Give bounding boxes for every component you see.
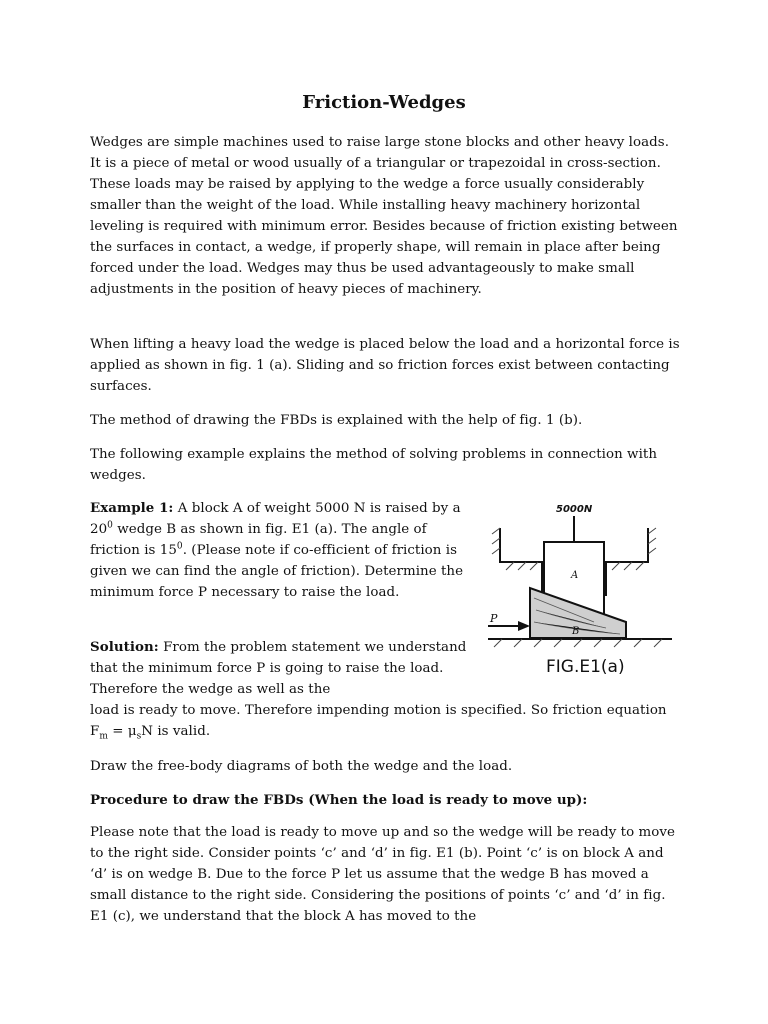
left-guide-wall [500,528,542,596]
friction-subscript-s: s [136,731,142,742]
figure-caption: FIG.E1(a) [546,657,625,677]
example-text-2: wedge B as shown in fig. E1 (a). The angle of friction is 15 [90,522,427,558]
degree-sup-1: 0 [107,520,113,531]
page-title: Friction-Wedges [302,92,466,113]
solution-paragraph-part-2 [90,700,682,742]
force-p-label: P [490,612,498,625]
degree-sup-2: 0 [176,541,183,552]
force-p-arrow-head [518,621,530,631]
fbd-method-paragraph: The method of drawing the FBDs is explained with the help of fig. 1 (b). [90,413,583,428]
wedge-diagram [484,498,676,680]
lifting-paragraph: When lifting a heavy load the wedge is placed below the load and a horizontal force is applied as shown in fig. 1 (a). Sliding and so friction forces exist between contacting surfaces. [90,337,680,394]
example-1-paragraph [90,498,474,603]
procedure-heading: Procedure to draw the FBDs (When the load is ready to move up): [90,792,588,808]
solution-paragraph-part-1 [90,637,474,700]
example-text-1: A block A of weight 5000 N is raised by a 20 [90,501,461,537]
wedge-figure [484,498,676,680]
ground-hatching [494,639,662,647]
solution-text-2: load is ready to move. Therefore impending motion is specified. So friction equation F [90,703,667,739]
example-label: Example 1: [90,500,174,516]
intro-paragraph: Wedges are simple machines used to raise large stone blocks and other heavy loads. It is a piece of metal or wood usually of a triangular or trapezoidal in cross-section. These loads may be raised by applying to the wedge a force usually considerably smaller than the weight of the load. While installing heavy machinery horizontal leveling is required with minimum error. Besides because of friction existing between the surfaces in contact, a wedge, if properly shape, will remain in place after being forced under the load. Wedges may thus be used advantageously to make small adjustments in the position of heavy pieces of machinery. [90,135,678,297]
friction-subscript-m: m [99,731,108,742]
solution-label: Solution: [90,639,159,655]
solution-text-1: From the problem statement we understand that the minimum force P is going to raise the load. Therefore the wedge as well as the [90,640,467,697]
example-text-3: . (Please note if co-efficient of friction is given we can find the angle of friction). Determine the minimum force P necessary to raise the load. [90,543,464,600]
wedge-b-label: B [572,626,580,637]
solution-text-4: N is valid. [141,724,211,739]
draw-fbd-paragraph: Draw the free-body diagrams of both the wedge and the load. [90,759,513,774]
example-intro-paragraph: The following example explains the method of solving problems in connection with wedges. [90,447,658,483]
procedure-paragraph: Please note that the load is ready to move up and so the wedge will be ready to move to the right side. Consider points ‘c’ and ‘d’ in fig. E1 (b). Point ‘c’ is on block A and ‘d’ is on wedge B. Due to the force P let us assume that the wedge B has moved a small distance to the right side. Considering the positions of points ‘c’ and ‘d’ in fig. E1 (c), we understand that the block A has moved to the [90,825,675,924]
block-a-label: A [571,570,579,581]
load-label: 5000N [556,504,593,515]
solution-text-3: = μ [107,724,137,739]
right-guide-wall [606,528,648,596]
